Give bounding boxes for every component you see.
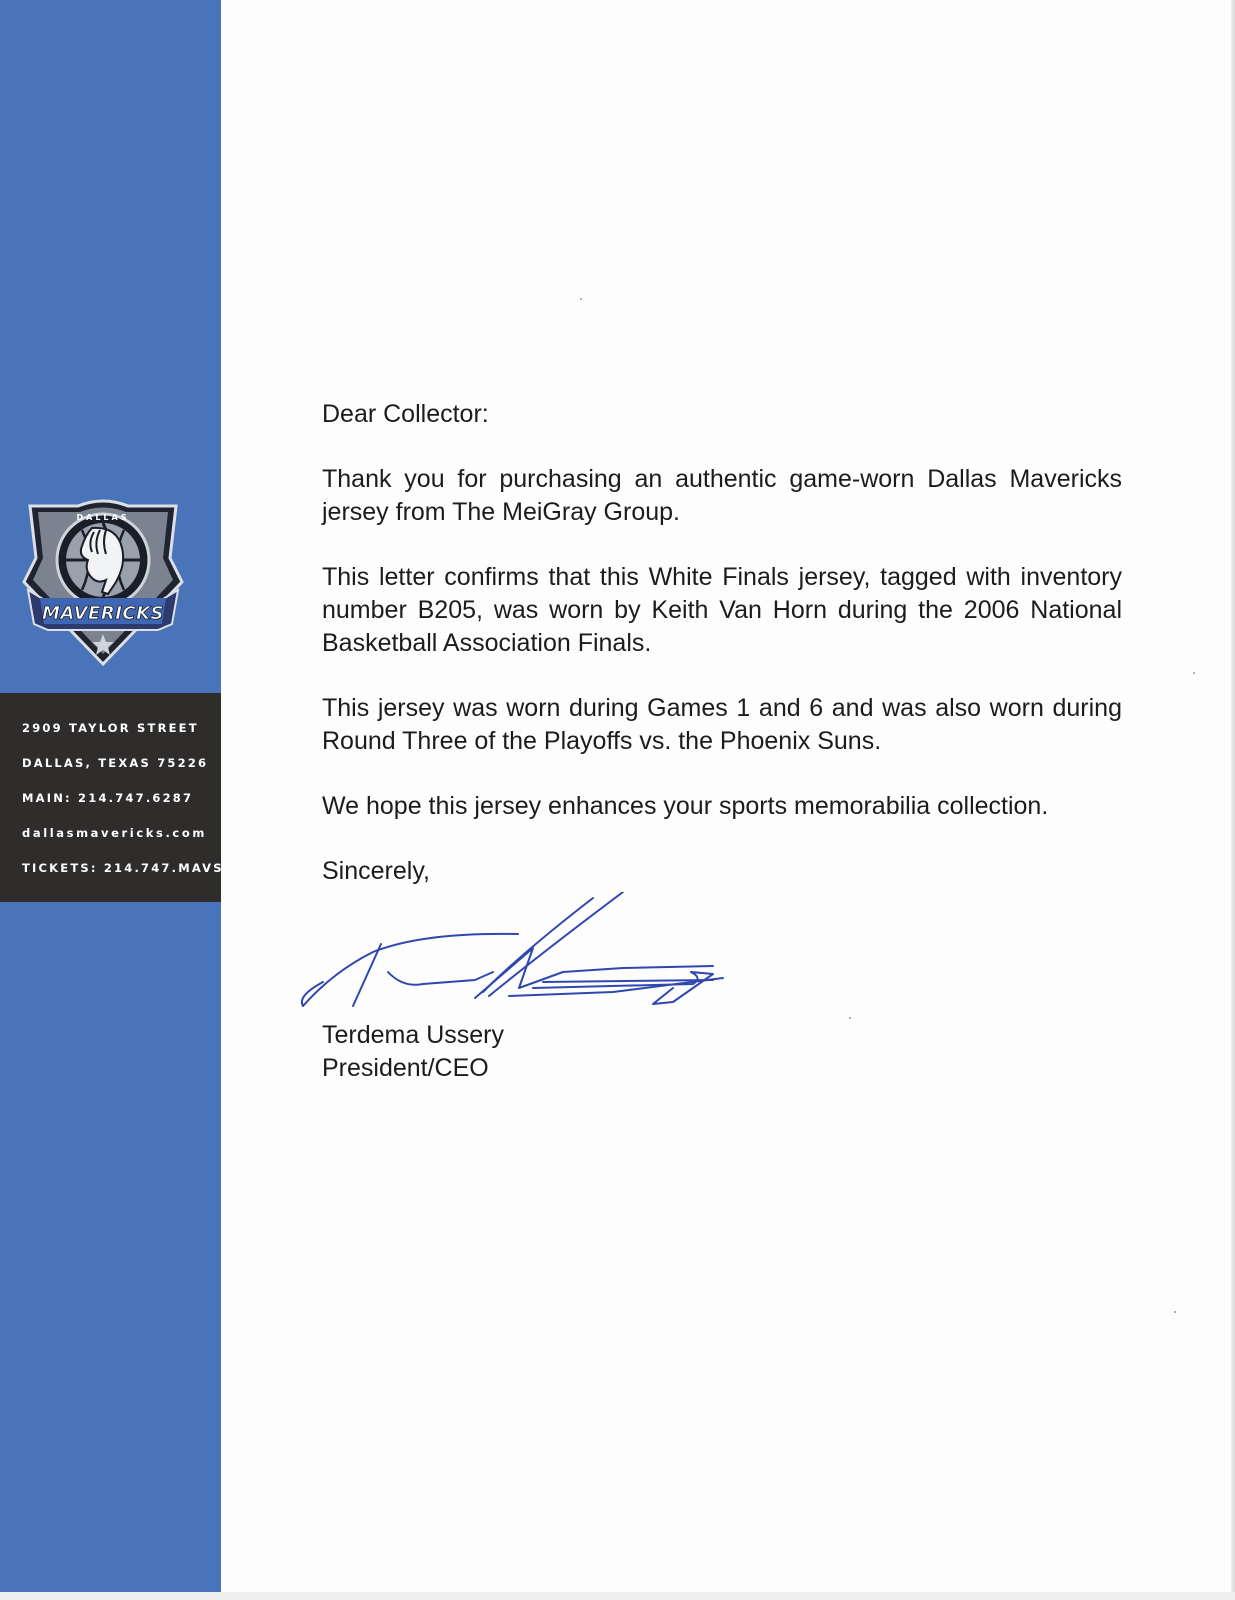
logo-wordmark: MAVERICKS: [41, 603, 165, 624]
signer-name: Terdema Ussery: [322, 1021, 504, 1049]
handwritten-signature-icon: [293, 892, 743, 1022]
signer-block: [322, 1019, 504, 1085]
paragraph-1: Thank you for purchasing an authentic game-worn Dallas Mavericks jersey from The MeiGray Group.: [322, 465, 1122, 526]
closing: Sincerely,: [322, 857, 430, 885]
paper-speck: [1174, 1311, 1176, 1313]
paper-speck: [849, 1017, 851, 1019]
paragraph-3: This jersey was worn during Games 1 and 6 and was also worn during Round Three of the Playoffs vs. the Phoenix Suns.: [322, 694, 1122, 755]
city-state-zip: DALLAS, TEXAS 75226: [22, 756, 209, 770]
street-address: 2909 TAYLOR STREET: [22, 721, 199, 735]
logo-arc-text: DALLAS: [76, 513, 130, 522]
letter-body: [322, 398, 1122, 888]
tickets-phone: TICKETS: 214.747.MAVS: [22, 861, 224, 875]
salutation: Dear Collector:: [322, 400, 489, 428]
paragraph-2: This letter confirms that this White Finals jersey, tagged with inventory number B205, was worn by Keith Van Horn during the 2006 National Basketball Association Finals.: [322, 563, 1122, 657]
website-url: dallasmavericks.com: [22, 826, 207, 840]
letterhead-sidebar: [0, 0, 224, 1592]
paragraph-4: We hope this jersey enhances your sports memorabilia collection.: [322, 792, 1049, 820]
dallas-mavericks-logo-icon: [22, 498, 184, 670]
paper-speck: [580, 298, 582, 300]
paper-bottom-edge: [0, 1592, 1235, 1600]
paper-right-edge: [1231, 0, 1235, 1600]
paper-speck: [1193, 672, 1195, 674]
contact-address-panel: [0, 693, 224, 902]
main-phone: MAIN: 214.747.6287: [22, 791, 194, 805]
signer-title: President/CEO: [322, 1054, 489, 1082]
